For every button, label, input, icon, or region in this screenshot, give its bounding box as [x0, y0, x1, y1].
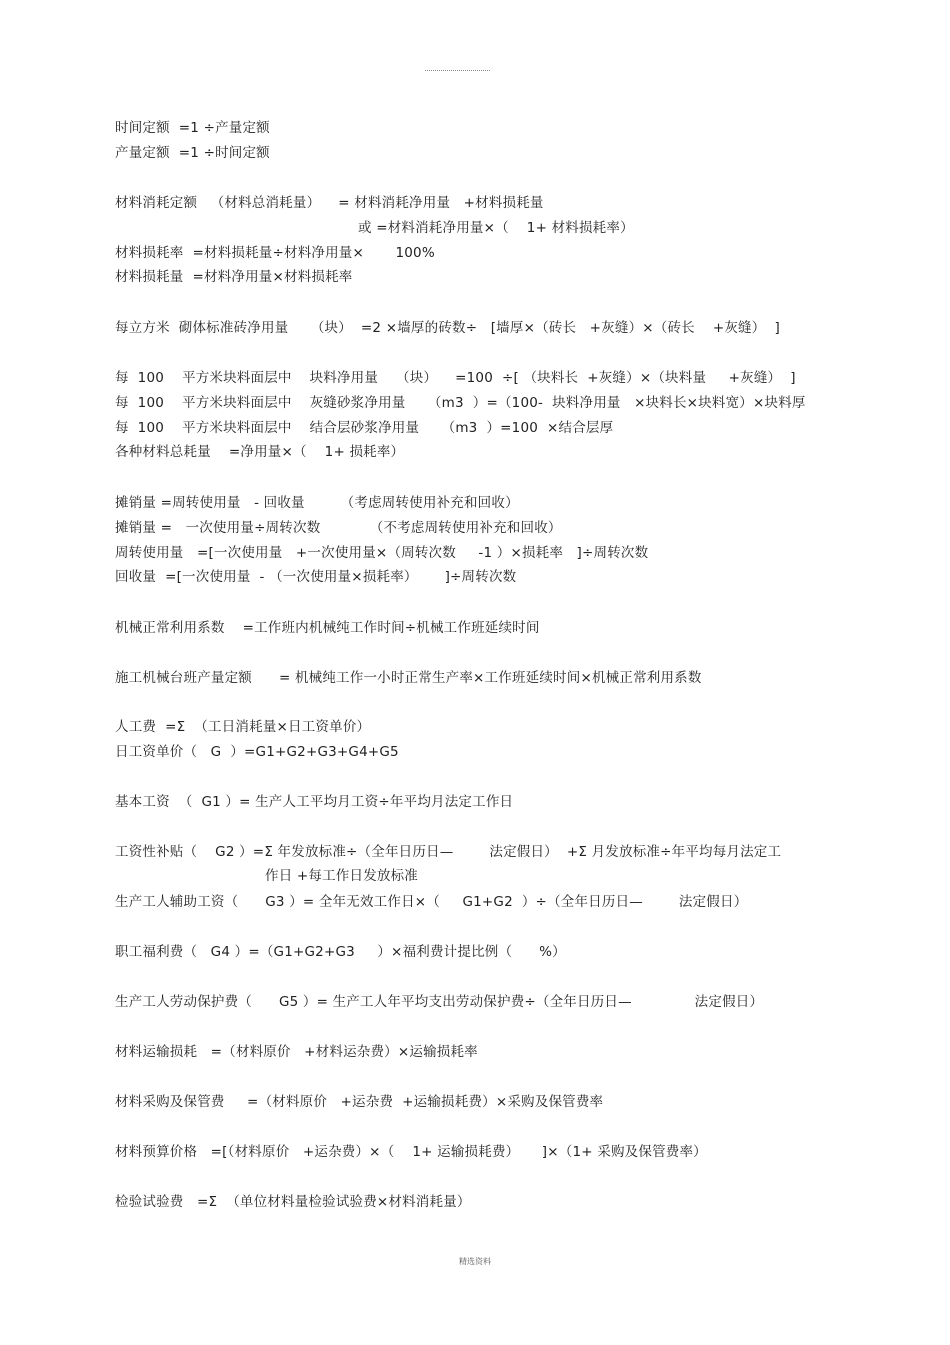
- formula-line: 材料损耗量 =材料净用量×材料损耗率: [115, 269, 353, 285]
- formula-line: 机械正常利用系数 =工作班内机械纯工作时间÷机械工作班延续时间: [115, 620, 540, 636]
- formula-line: 摊销量 = 一次使用量÷周转次数 （不考虑周转使用补充和回收）: [115, 520, 562, 536]
- formula-line: 回收量 =[一次使用量 - （一次使用量×损耗率） ]÷周转次数: [115, 569, 517, 585]
- formula-line: 每 100 平方米块料面层中 结合层砂浆净用量 （m3 ）=100 ×结合层厚: [115, 420, 614, 436]
- formula-line: 人工费 =Σ （工日消耗量×日工资单价）: [115, 719, 371, 735]
- formula-line: 生产工人劳动保护费（ G5 ）= 生产工人年平均支出劳动保护费÷（全年日历日— 法定假日）: [115, 994, 764, 1010]
- formula-line: 时间定额 =1 ÷产量定额: [115, 120, 270, 136]
- page-footer: 精选资料: [459, 1257, 491, 1266]
- formula-line: 各种材料总耗量 =净用量×（ 1+ 损耗率）: [115, 444, 405, 460]
- formula-line: 每 100 平方米块料面层中 灰缝砂浆净用量 （m3 ）=（100- 块料净用量 ×块料长×块料宽）×块料厚: [115, 395, 806, 411]
- formula-line: 检验试验费 =Σ （单位材料量检验试验费×材料消耗量）: [115, 1194, 471, 1210]
- formula-line: 职工福利费（ G4 ）=（G1+G2+G3 ）×福利费计提比例（ %）: [115, 944, 566, 960]
- formula-line: 材料损耗率 =材料损耗量÷材料净用量× 100%: [115, 245, 435, 261]
- formula-line-continuation: 作日 +每工作日发放标准: [265, 868, 419, 884]
- formula-line: 周转使用量 =[一次使用量 +一次使用量×（周转次数 -1 ）×损耗率 ]÷周转次数: [115, 545, 649, 561]
- formula-line: 基本工资 （ G1 ）= 生产人工平均月工资÷年平均月法定工作日: [115, 794, 514, 810]
- formula-line: 材料消耗定额 （材料总消耗量） = 材料消耗净用量 +材料损耗量: [115, 195, 544, 211]
- formula-line: 材料预算价格 =[（材料原价 +运杂费）×（ 1+ 运输损耗费） ]×（1+ 采购及保管费率）: [115, 1144, 707, 1160]
- formula-line: 日工资单价（ G ）=G1+G2+G3+G4+G5: [115, 744, 399, 760]
- formula-line: 每立方米 砌体标准砖净用量 （块） =2 ×墙厚的砖数÷ [墙厚×（砖长 +灰缝）×（砖长 +灰缝） ]: [115, 320, 780, 336]
- formula-line: 施工机械台班产量定额 = 机械纯工作一小时正常生产率×工作班延续时间×机械正常利用系数: [115, 670, 702, 686]
- formula-line: 工资性补贴（ G2 ）=Σ 年发放标准÷（全年日历日— 法定假日） +Σ 月发放标准÷年平均每月法定工: [115, 844, 782, 860]
- formula-line-continuation: 或 =材料消耗净用量×（ 1+ 材料损耗率）: [358, 220, 634, 236]
- formula-line: 材料运输损耗 =（材料原价 +材料运杂费）×运输损耗率: [115, 1044, 478, 1060]
- formula-line: 每 100 平方米块料面层中 块料净用量 （块） =100 ÷[ （块料长 +灰缝）×（块料量 +灰缝） ]: [115, 370, 796, 386]
- formula-line: 摊销量 =周转使用量 - 回收量 （考虑周转使用补充和回收）: [115, 495, 519, 511]
- header-divider: [425, 70, 490, 71]
- formula-line: 材料采购及保管费 =（材料原价 +运杂费 +运输损耗费）×采购及保管费率: [115, 1094, 604, 1110]
- formula-line: 生产工人辅助工资（ G3 ）= 全年无效工作日×（ G1+G2 ）÷（全年日历日— 法定假日）: [115, 894, 748, 910]
- formula-line: 产量定额 =1 ÷时间定额: [115, 145, 270, 161]
